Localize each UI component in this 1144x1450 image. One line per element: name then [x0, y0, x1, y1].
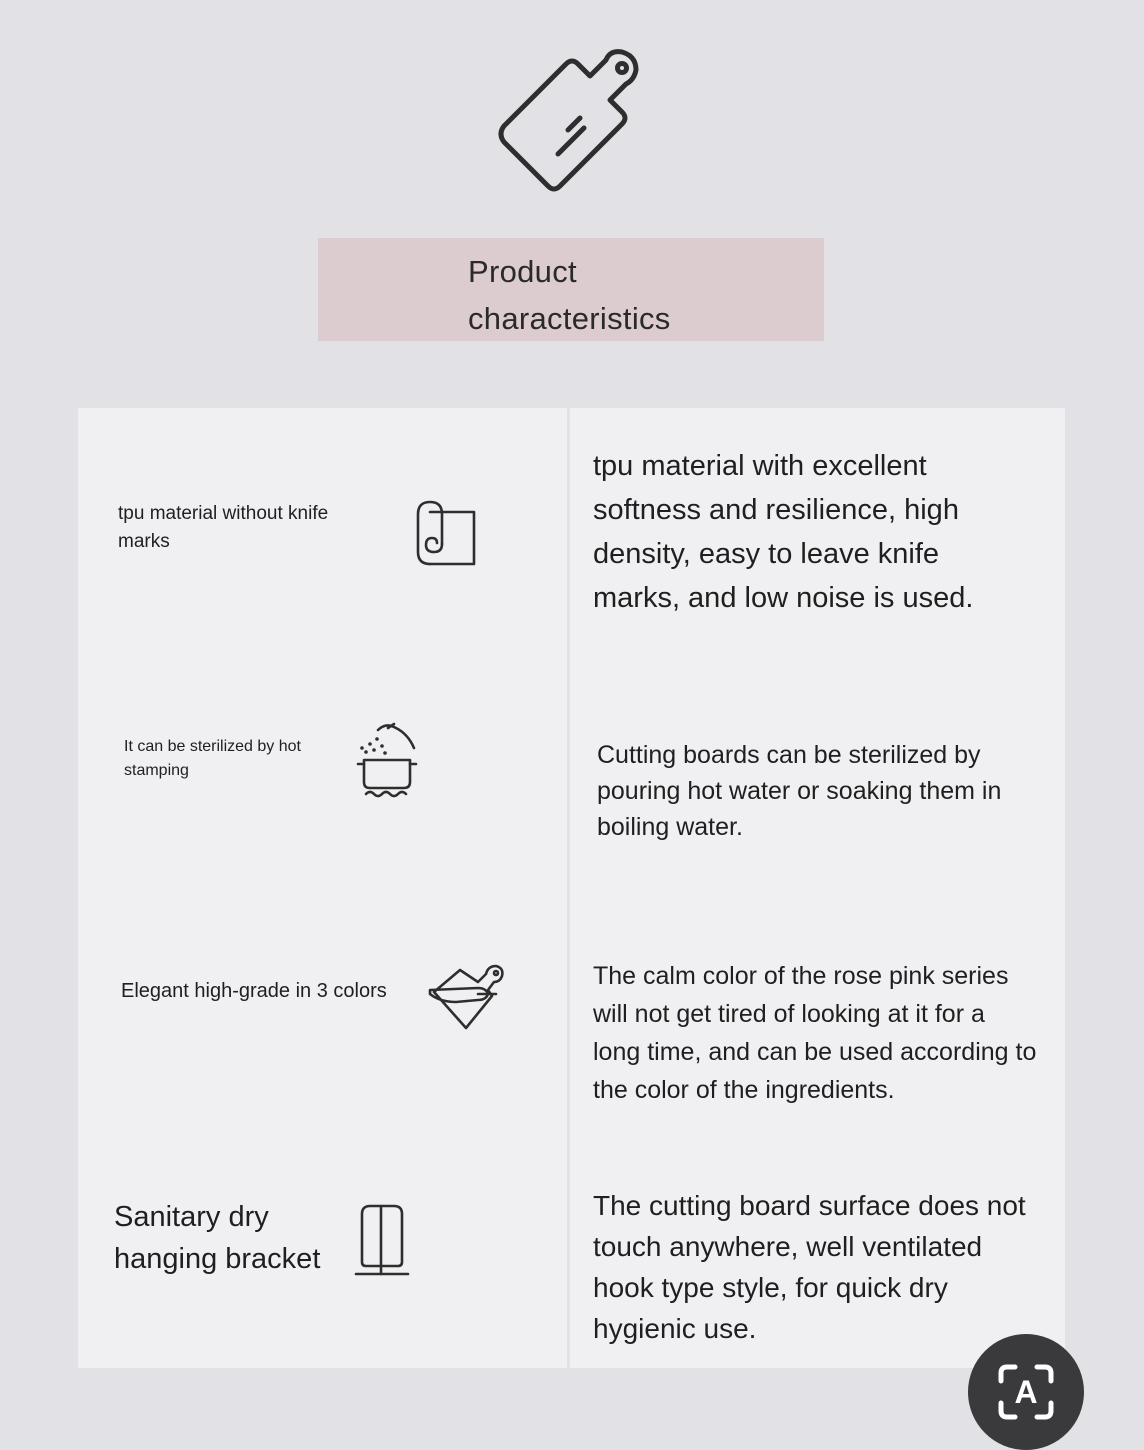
material-roll-icon	[412, 498, 480, 570]
boiling-pot-icon	[352, 722, 422, 800]
text-scan-button[interactable]	[968, 1334, 1084, 1450]
feature-desc-material: tpu material with excellent softness and resilience, high density, easy to leave knife marks, and low noise is used.	[593, 450, 974, 614]
feature-label-colors: Elegant high-grade in 3 colors	[121, 980, 387, 1002]
text-scan-glyph: A	[1014, 1374, 1038, 1410]
feature-label-sterilize: It can be sterilized by hot stamping	[124, 738, 301, 779]
title-line-1: Product	[468, 254, 577, 289]
feature-label-material: tpu material without knife marks	[118, 503, 329, 552]
board-with-knife-icon	[426, 960, 508, 1034]
cutting-board-icon	[496, 42, 648, 194]
hanging-bracket-icon	[352, 1200, 412, 1280]
feature-label-bracket: Sanitary dry hanging bracket	[114, 1201, 321, 1275]
title-line-2: characteristics	[468, 301, 671, 336]
feature-desc-colors: The calm color of the rose pink series will not get tired of looking at it for a long time, and can be used according to the color of the ingredients.	[593, 962, 1037, 1104]
feature-desc-bracket: The cutting board surface does not touch anywhere, well ventilated hook type style, for quick dry hygienic use.	[593, 1190, 1026, 1344]
section-title	[318, 238, 824, 341]
text-scan-icon	[995, 1361, 1057, 1423]
feature-desc-sterilize: Cutting boards can be sterilized by pouring hot water or soaking them in boiling water.	[597, 741, 1002, 841]
